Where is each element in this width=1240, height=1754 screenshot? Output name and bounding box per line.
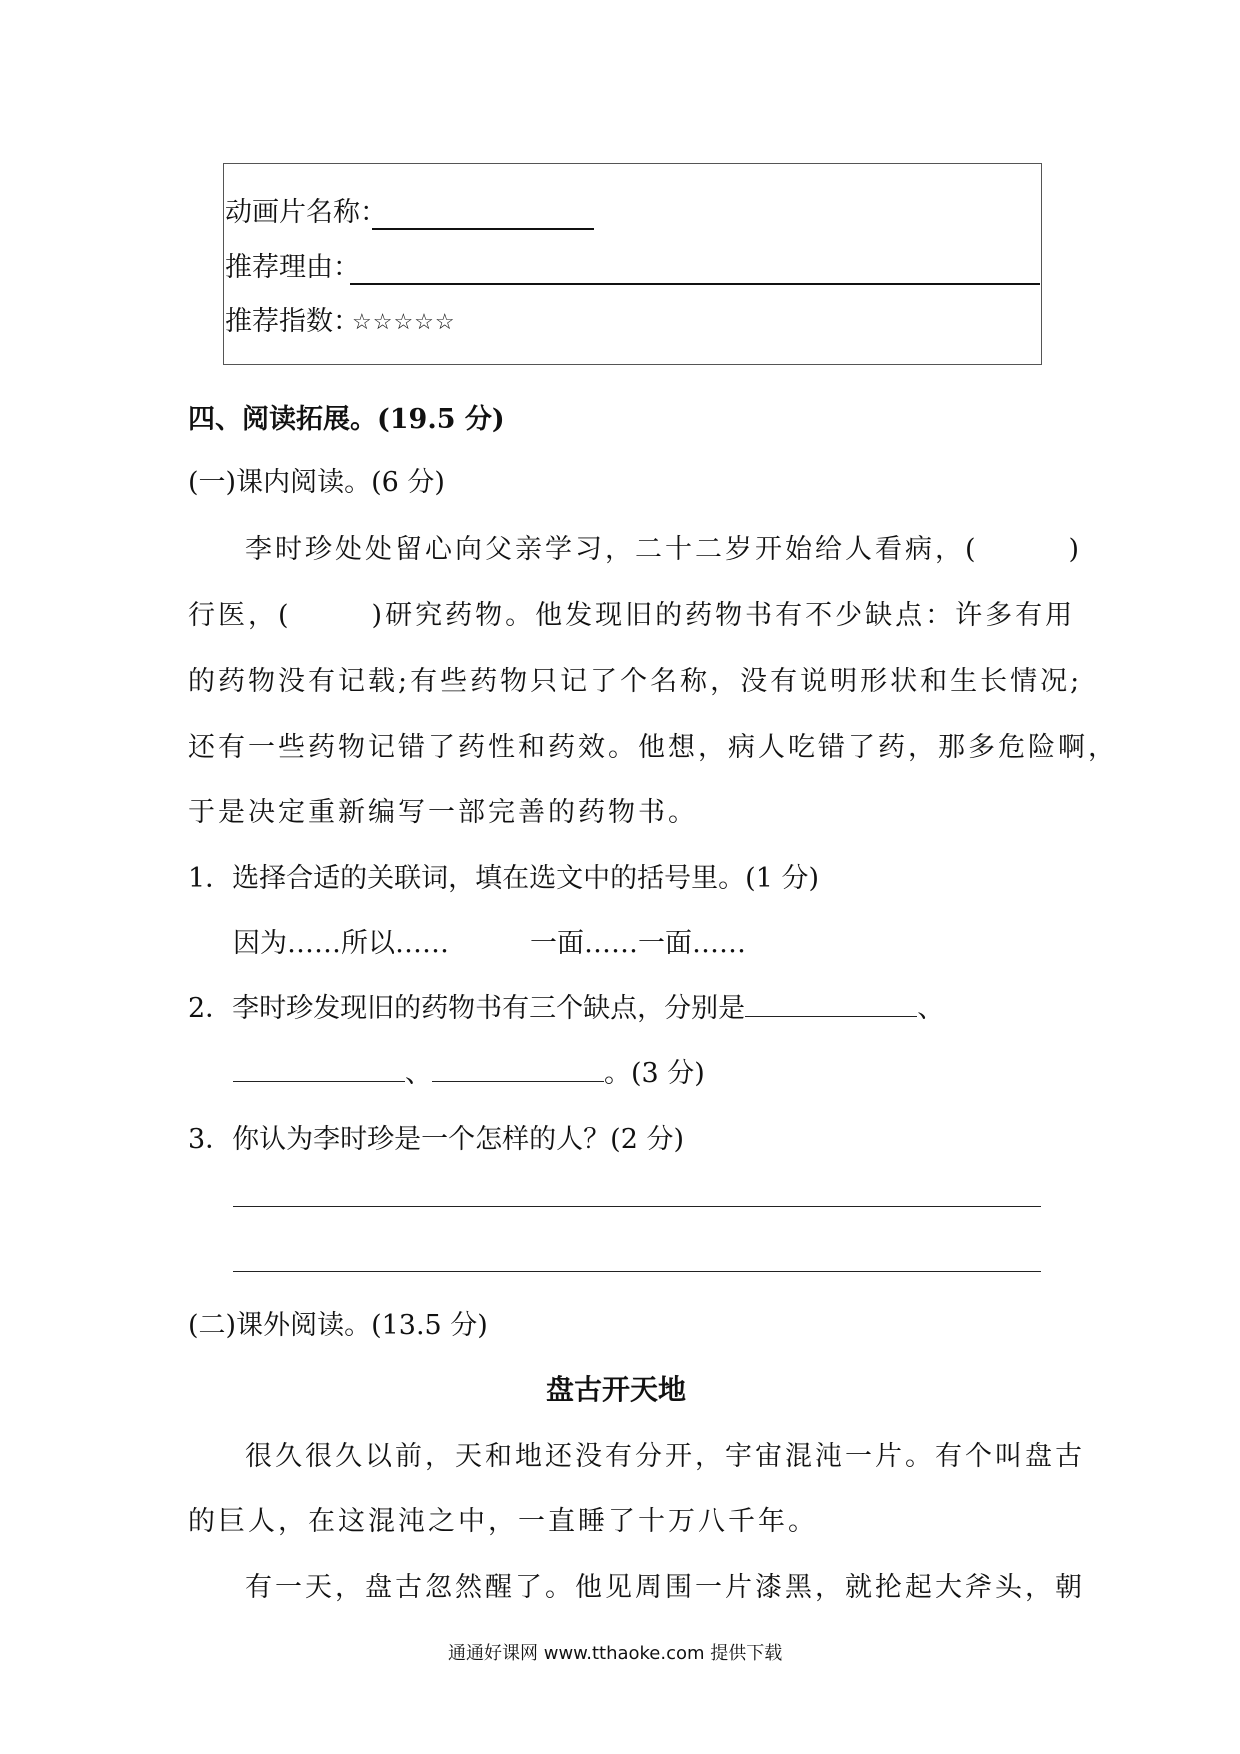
part2-title: (二)课外阅读。(13.5 分) — [188, 1310, 488, 1341]
passage-line-2-start: 行医，( — [188, 600, 292, 631]
story-line-3: 有一天，盘古忽然醒了。他见周围一片漆黑，就抡起大斧头，朝 — [245, 1572, 1085, 1603]
cartoon-name-label: 动画片名称： — [225, 197, 387, 228]
reason-blank[interactable] — [350, 283, 1040, 285]
question-2-sep-2: 、 — [405, 1058, 432, 1089]
question-2-text: 2．李时珍发现旧的药物书有三个缺点，分别是 — [188, 993, 746, 1024]
footer-credit: 通通好课网 www.tthaoke.com 提供下载 — [448, 1643, 783, 1664]
passage-line-2 — [188, 593, 1075, 632]
passage-line-1 — [245, 527, 1082, 566]
story-line-2: 的巨人，在这混沌之中，一直睡了十万八千年。 — [188, 1506, 818, 1537]
passage-line-5: 于是决定重新编写一部完善的药物书。 — [188, 797, 698, 828]
answer-line-2[interactable] — [233, 1271, 1041, 1272]
passage-line-4: 还有一些药物记错了药性和药效。他想，病人吃错了药，那多危险啊， — [188, 732, 1118, 763]
section-title: 四、阅读拓展。(19.5 分) — [188, 404, 505, 435]
question-1: 1．选择合适的关联词，填在选文中的括号里。(1 分) — [188, 863, 820, 894]
answer-blank-1[interactable] — [745, 994, 917, 1017]
question-2-sep-1: 、 — [917, 993, 945, 1024]
reason-label: 推荐理由： — [225, 252, 360, 283]
question-3: 3．你认为李时珍是一个怎样的人？(2 分) — [188, 1124, 685, 1155]
rating-label: 推荐指数： — [225, 306, 360, 337]
passage-line-1-end: ) — [1068, 534, 1083, 565]
story-title: 盘古开天地 — [546, 1373, 687, 1406]
cartoon-name-blank[interactable] — [372, 228, 594, 230]
answer-blank-2[interactable] — [233, 1059, 405, 1082]
rating-stars[interactable]: ☆☆☆☆☆ — [352, 310, 456, 335]
question-1-options: 因为……所以…… 一面……一面…… — [233, 928, 746, 959]
question-2-line-2 — [233, 1051, 705, 1090]
passage-line-3: 的药物没有记载;有些药物只记了个名称，没有说明形状和生长情况; — [188, 666, 1083, 697]
question-2 — [188, 986, 944, 1025]
answer-blank-3[interactable] — [432, 1059, 604, 1082]
passage-line-1-text: 李时珍处处留心向父亲学习，二十二岁开始给人看病，( — [245, 534, 979, 565]
question-2-end: 。(3 分) — [604, 1058, 705, 1089]
passage-line-2-rest: )研究药物。他发现旧的药物书有不少缺点：许多有用 — [371, 600, 1076, 631]
part1-title: (一)课内阅读。(6 分) — [188, 467, 445, 498]
story-line-1: 很久很久以前，天和地还没有分开，宇宙混沌一片。有个叫盘古 — [245, 1441, 1085, 1472]
answer-line-1[interactable] — [233, 1206, 1041, 1207]
